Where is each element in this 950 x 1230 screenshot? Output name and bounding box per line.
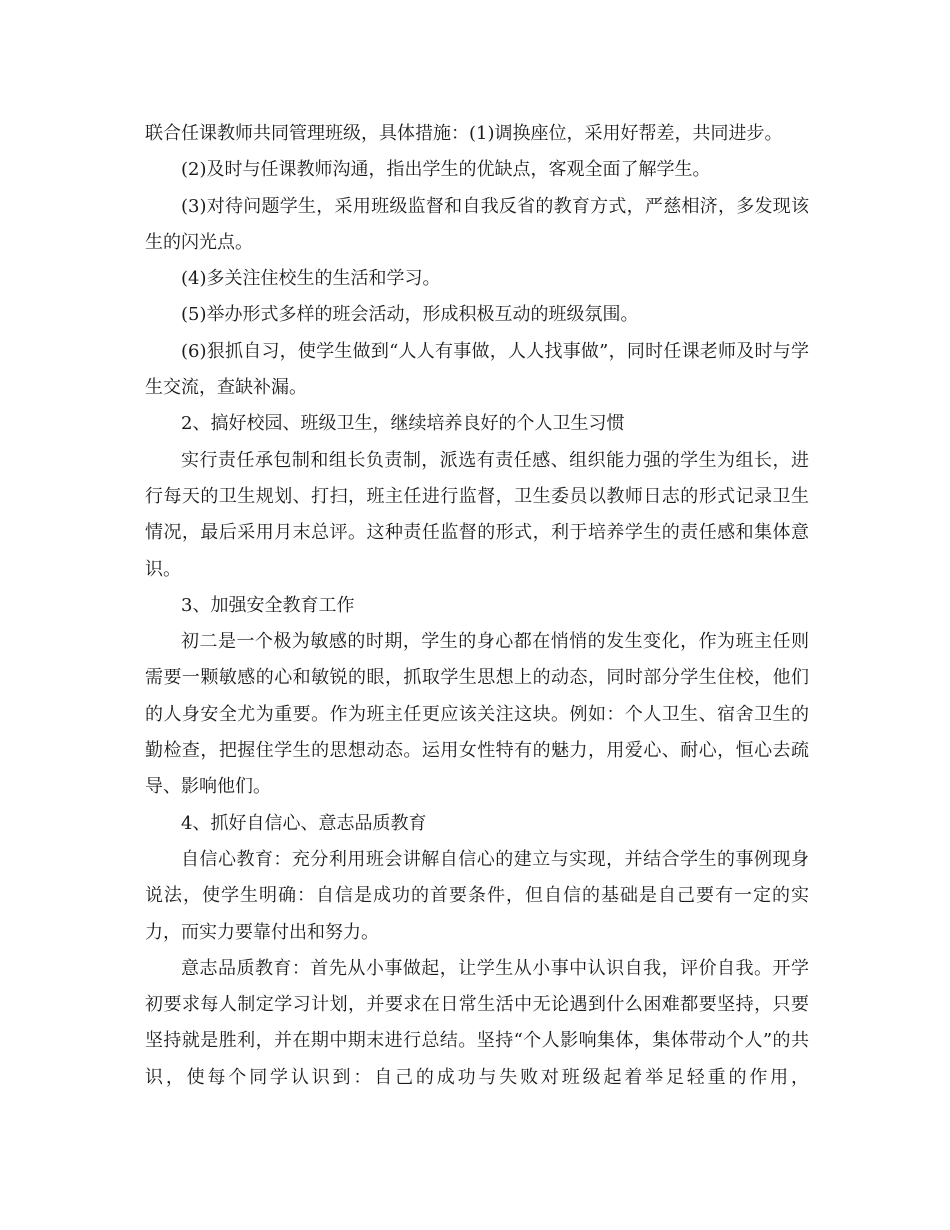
paragraph-confidence: 自信心教育：充分利用班会讲解自信心的建立与实现，并结合学生的事例现身说法，使学生明确：自信是成功的首要条件，但自信的基础是自己要有一定的实力，而实力要靠付出和努力。	[145, 848, 809, 943]
section-heading-safety: 3、加强安全教育工作	[181, 594, 355, 616]
section-heading-confidence: 4、抓好自信心、意志品质教育	[181, 812, 427, 834]
section-heading-hygiene: 2、搞好校园、班级卫生，继续培养良好的个人卫生习惯	[181, 413, 625, 435]
paragraph-measure-4: (4)多关注住校生的生活和学习。	[181, 268, 441, 290]
paragraph-hygiene: 实行责任承包制和组长负责制，派选有责任感、组织能力强的学生为组长，进行每天的卫生规划、打扫，班主任进行监督，卫生委员以教师日志的形式记录卫生情况，最后采用月末总评。这种责任监督的形式，利于培养学生的责任感和集体意识。	[145, 449, 809, 580]
paragraph-measure-6: (6)狠抓自习，使学生做到“人人有事做，人人找事做”，同时任课老师及时与学生交流，查缺补漏。	[145, 340, 809, 399]
paragraph-measure-2: (2)及时与任课教师沟通，指出学生的优缺点，客观全面了解学生。	[181, 159, 711, 181]
paragraph-safety: 初二是一个极为敏感的时期，学生的身心都在悄悄的发生变化，作为班主任则需要一颗敏感的心和敏锐的眼，抓取学生思想上的动态，同时部分学生住校，他们的人身安全尤为重要。作为班主任更应该关注这块。例如：个人卫生、宿舍卫生的勤检查，把握住学生的思想动态。运用女性特有的魅力，用爱心、耐心，恒心去疏导、影响他们。	[145, 631, 809, 798]
paragraph-measure-5: (5)举办形式多样的班会活动，形成积极互动的班级氛围。	[181, 304, 639, 326]
document-body	[145, 116, 809, 1096]
paragraph-willpower: 意志品质教育：首先从小事做起，让学生从小事中认识自我，评价自我。开学初要求每人制定学习计划，并要求在日常生活中无论遇到什么困难都要坚持，只要坚持就是胜利，并在期中期末进行总结。坚持“个人影响集体，集体带动个人”的共识，使每个同学认识到：自己的成功与失败对班级起着举足轻重的作用，	[145, 957, 809, 1088]
paragraph-measure-3: (3)对待问题学生，采用班级监督和自我反省的教育方式，严慈相济，多发现该生的闪光点。	[145, 195, 809, 253]
paragraph-measures-intro: 联合任课教师共同管理班级，具体措施：(1)调换座位，采用好帮差，共同进步。	[145, 123, 783, 144]
